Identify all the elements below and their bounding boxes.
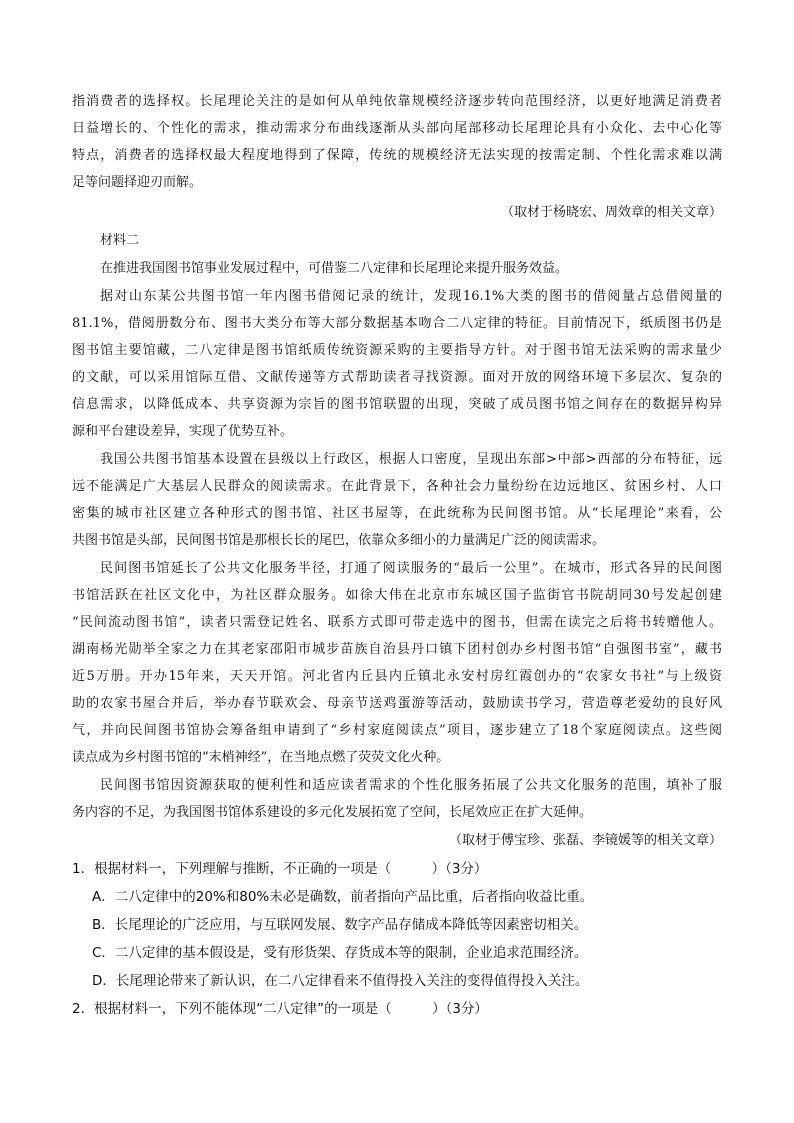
material2-line: 近5万册。开办15年来，天天开馆。河北省内丘县内丘镇北永安村房红霞创办的“农家女书社”与上级资: [72, 669, 722, 684]
material2-line: 民间图书馆延长了公共文化服务半径，打通了阅读服务的“最后一公里”。在城市，形式各异的民间图: [100, 561, 722, 576]
material2-line: 81.1%，借阅册数分布、图书大类分布等大部分数据基本吻合二八定律的特征。目前情况下，纸质图书仍是: [72, 316, 722, 331]
material2-line: 远不能满足广大基层人民群众的阅读需求。在此背景下，各种社会力量纷纷在边远地区、贫困乡村、人口: [72, 479, 722, 494]
material2-line: 我国公共图书馆基本设置在县级以上行政区，根据人口密度，呈现出东部>中部>西部的分布特征，远: [100, 452, 722, 467]
material2-line: 信息需求，以降低成本、共享资源为宗旨的图书馆联盟的出现，突破了成员图书馆之间存在的数据异构异: [72, 397, 722, 412]
material1-source: （取材于杨晓宏、周效章的相关文章）: [500, 205, 722, 220]
question-1-option-a[interactable]: A．二八定律中的20%和80%未必是确数，前者指向产品比重，后者指向收益比重。: [92, 889, 594, 905]
material2-line: 气，并向民间图书馆协会筹备组申请到了“乡村家庭阅读点”项目，逐步建立了18个家庭阅读点。这些阅: [72, 723, 722, 738]
material1-line: 日益增长的、个性化的需求，推动需求分布曲线逐渐从头部向尾部移动长尾理论具有小众化、去中心化等: [72, 121, 722, 136]
material2-line: 书馆活跃在社区文化中，为社区群众服务。如徐大伟在北京市东城区国子监街官书院胡同30号发起创建: [72, 588, 722, 603]
material2-line: 密集的城市社区建立各种形式的图书馆、社区书屋等，在此统称为民间图书馆。从“长尾理论”来看，公: [72, 506, 722, 521]
question-2-stem: 2．根据材料一，下列不能体现“二八定律”的一项是（ ）（3分）: [72, 1001, 488, 1017]
material2-line: 共图书馆是头部，民间图书馆是那根长长的尾巴，依靠众多细小的力量满足广泛的阅读需求。: [72, 533, 606, 548]
question-1-stem: 1．根据材料一，下列理解与推断，不正确的一项是（ ）（3分）: [72, 861, 488, 877]
question-1-option-b[interactable]: B．长尾理论的广泛应用，与互联网发展、数字产品存储成本降低等因素密切相关。: [92, 917, 588, 933]
material2-line: 读点成为乡村图书馆的“末梢神经”，在当地点燃了荧荧文化火种。: [72, 750, 450, 765]
question-1-option-d[interactable]: D．长尾理论带来了新认识，在二八定律看来不值得投入关注的变得值得投入关注。: [92, 973, 589, 989]
material2-line: 在推进我国图书馆事业发展过程中，可借鉴二八定律和长尾理论来提升服务效益。: [100, 261, 569, 276]
material2-line: “民间流动图书馆”，读者只需登记姓名、联系方式即可带走选中的图书，但需在读完之后将书转赠他人。: [72, 615, 722, 630]
material2-line: 据对山东某公共图书馆一年内图书借阅记录的统计，发现16.1%大类的图书的借阅量占总借阅量的: [100, 289, 722, 304]
material2-source: （取材于傅宝珍、张磊、李镜媛等的相关文章）: [448, 833, 722, 848]
question-1-option-c[interactable]: C．二八定律的基本假设是，受有形货架、存货成本等的限制，企业追求范围经济。: [92, 945, 588, 961]
material1-line: 足等问题择迎刃而解。: [72, 175, 203, 190]
material2-line: 源和平台建设差异，实现了优势互补。: [72, 424, 294, 439]
material2-line: 的文献，可以采用馆际互借、文献传递等方式帮助读者寻找资源。面对开放的网络环境下多层次、复杂的: [72, 370, 722, 385]
material2-line: 助的农家书屋合并后，举办春节联欢会、母亲节送鸡蛋游等活动，鼓励读书学习，营造尊老爱幼的良好风: [72, 696, 722, 711]
material2-line: 湖南杨光勋举全家之力在其老家邵阳市城步苗族自治县丹口镇下团村创办乡村图书馆“自强图书室”，藏书: [72, 642, 722, 657]
material1-line: 指消费者的选择权。长尾理论关注的是如何从单纯依靠规模经济逐步转向范围经济，以更好地满足消费者: [72, 94, 722, 109]
material2-heading: 材料二: [100, 233, 140, 248]
material1-line: 特点，消费者的选择权最大程度地得到了保障，传统的规模经济无法实现的按需定制、个性化需求难以满: [72, 148, 722, 163]
material2-line: 民间图书馆因资源获取的便利性和适应读者需求的个性化服务拓展了公共文化服务的范围，填补了服: [100, 778, 722, 793]
material2-line: 图书馆主要馆藏，二八定律是图书馆纸质传统资源采购的主要指导方针。对于图书馆无法采购的需求量少: [72, 343, 722, 358]
material2-line: 务内容的不足，为我国图书馆体系建设的多元化发展拓宽了空间，长尾效应正在扩大延伸。: [72, 805, 593, 820]
